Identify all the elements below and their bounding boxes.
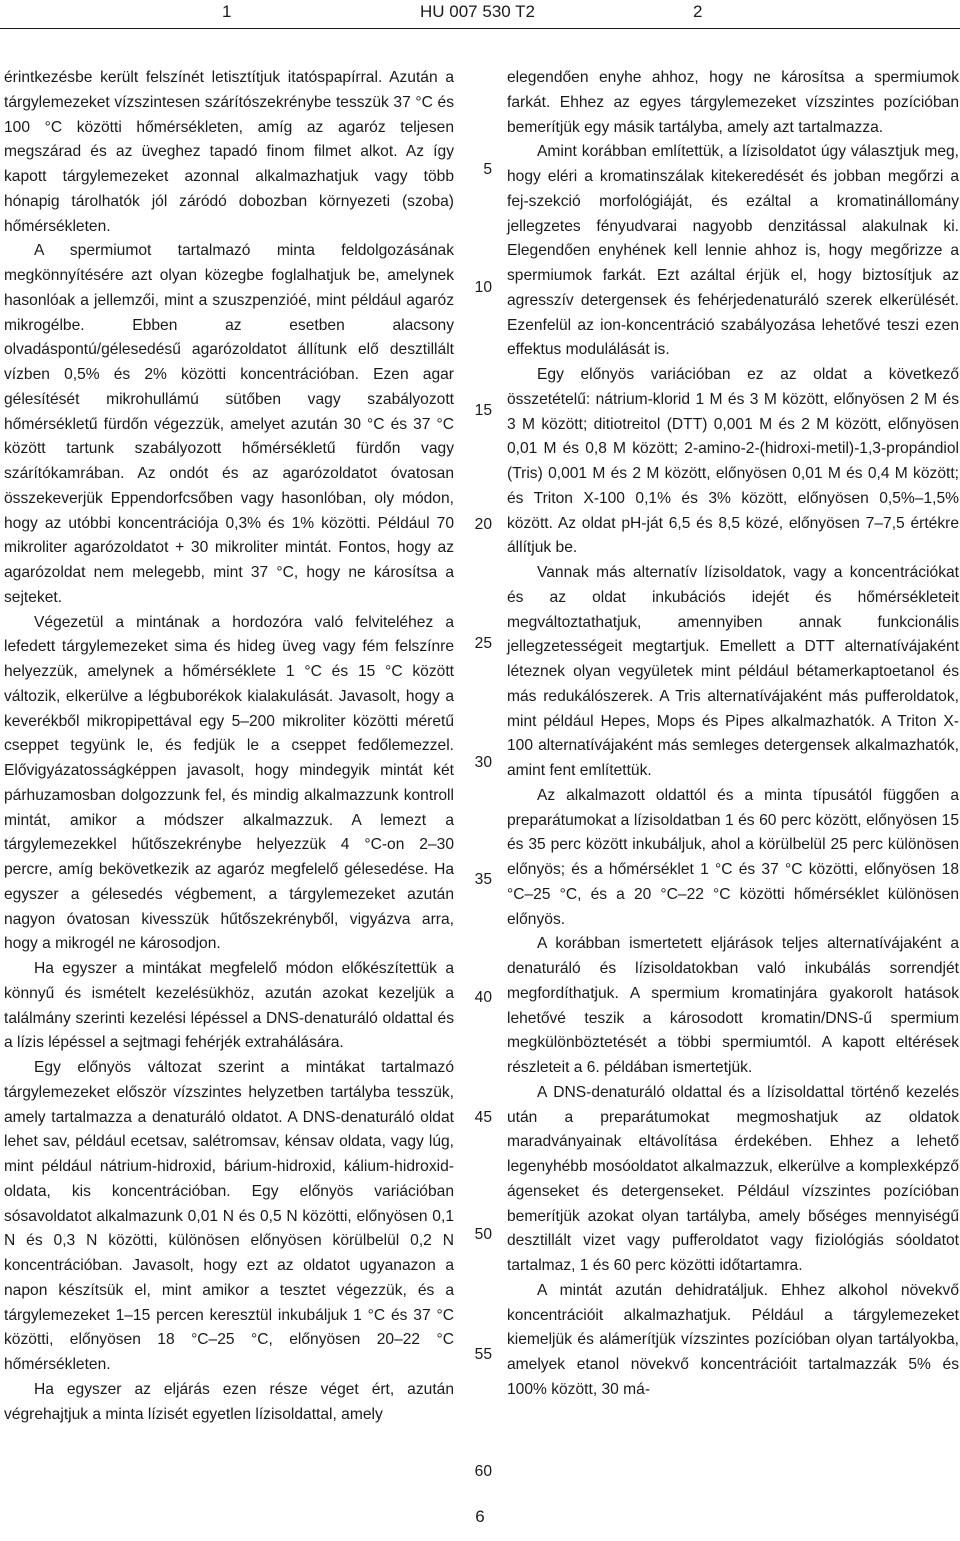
paragraph: Végezetül a mintának a hordozóra való felviteléhez a lefedett tárgylemezeket sima és hideg üveg vagy fém felszínre helyezzük, amelynek a hőmérséklete 1 °C és 15 °C között változik, elkerülve a légbuborékok kialakulását. Javasolt, hogy a keverékből mikropipettával egy 5–200 mikroliter közötti méretű cseppet tegyünk le, és fedjük le a cseppet fedőlemezzel. Elővigyázatosságképpen javasolt, hogy mindegyik mintát két párhuzamosban dolgozzunk fel, és mindig alkalmazzunk kontroll mintát, amikor a módszer alkalmazzuk. A lemezt a tárgylemezekkel hűtőszekrénybe helyezzük 4 °C-on 2–30 percre, amíg bekövetkezik az agaróz megfelelő gélesedése. Ha egyszer a gélesedés végbement, a tárgylemezeket azután nagyon óvatosan kivesszük hűtőszekrényből, vigyázva arra, hogy a mikrogél ne károsodjon.: [4, 613, 454, 953]
paragraph: Egy előnyös variációban ez az oldat a következő összetételű: nátrium-klorid 1 M és 3 M között, előnyösen 2 M és 3 M között; ditiotreitol (DTT) 0,001 M és 2 M között, előnyösen 0,01 M és 0,8 M között; 2-amino-2-(hidroxi-metil)-1,3-propándiol (Tris) 0,001 M és 2 M között, előnyösen 0,01 M és 0,4 M között; és Triton X-100 0,1% és 3% között, előnyösen 0,5%–1,5% között. Az oldat pH-ját 6,5 és 8,5 közé, előnyösen 7–7,5 értékre állítjuk be.: [507, 366, 959, 557]
paragraph: Ha egyszer a mintákat megfelelő módon előkészítettük a könnyű és ismételt kezelésükhöz, azután azokat kezeljük a találmány szerinti kezelési lépéssel a DNS-denaturáló oldattal és a lízis lépéssel a sejtmagi fehérjék extrahálására.: [4, 960, 454, 1052]
left-column: [4, 66, 454, 1427]
line-number: 40: [474, 989, 492, 1006]
paragraph: A DNS-denaturáló oldattal és a lízisoldattal történő kezelés után a preparátumokat megmoshatjuk az oldatok maradványainak eltávolítása érdekében. Ehhez a lehető legenyhébb mosóoldatot alkalmazzuk, elkerülve a komplexképző ágenseket és detergenseket. Például vízszintes pozícióban bemerítjük azokat olyan tartályba, amely bőséges mennyiségű desztillált vizet vagy pufferoldatot vagy fiziológiás sóoldatot tartalmaz, 1 és 60 perc közötti időtartamra.: [507, 1083, 959, 1274]
paragraph: Az alkalmazott oldattól és a minta típusától függően a preparátumokat a lízisoldatban 1 és 60 perc között, előnyösen 15 és 35 perc között inkubáljuk, ahol a körülbelül 25 perc különösen előnyös; és a hőmérséklet 1 °C és 37 °C közötti, előnyösen 18 °C–25 °C, és a 20 °C–22 °C közötti hőmérséklet különösen előnyös.: [507, 786, 959, 928]
paragraph: Ha egyszer az eljárás ezen része véget ért, azután végrehajtjuk a minta lízisét egyetlen lízisoldattal, amely: [4, 1380, 454, 1423]
page-number-left: 1: [222, 2, 232, 21]
line-number: 45: [474, 1109, 492, 1126]
line-number: 50: [474, 1226, 492, 1243]
line-number: 60: [474, 1463, 492, 1480]
line-number: 10: [474, 279, 492, 296]
line-number: 15: [474, 402, 492, 419]
patent-number: HU 007 530 T2: [420, 2, 535, 21]
paragraph: A mintát azután dehidratáljuk. Ehhez alkohol növekvő koncentrációit alkalmazhatjuk. Például a tárgylemezeket kiemeljük és alámerítjük vízszintes pozícióban olyan tartályokba, amelyek etanol növekvő koncentrációit tartalmazzák 5% és 100% között, 30 má-: [507, 1281, 959, 1398]
line-number: 25: [474, 635, 492, 652]
paragraph: A korábban ismertetett eljárások teljes alternatívájaként a denaturáló és lízisoldatokban való inkubálás sorrendjét megfordíthatjuk. A spermium kromatinjára gyakorolt hatások lehetővé teszik a károsodott kromatin/DNS-ű spermium megkülönböztetését a többi spermiumtól. A kapott eltérések részleteit a 6. példában ismertetjük.: [507, 935, 959, 1076]
header-rule: [0, 28, 960, 29]
line-number: 55: [474, 1346, 492, 1363]
line-number: 30: [474, 754, 492, 771]
page-number-right: 2: [693, 2, 703, 21]
paragraph: Egy előnyös változat szerint a mintákat tartalmazó tárgylemezeket először vízszintes helyzetben tartályba tesszük, amely tartalmazza a denaturáló oldatot. A DNS-denaturáló oldat lehet sav, például ecetsav, salétromsav, kénsav oldata, vagy lúg, mint például nátrium-hidroxid, bárium-hidroxid, kálium-hidroxid-oldata, kis koncentrációban. Egy előnyös variációban sósavoldatot alkalmazunk 0,01 N és 0,5 N közötti, előnyösen 0,1 N és 0,3 N közötti, különösen előnyösen körülbelül 0,2 N koncentrációban. Javasolt, hogy ezt az oldatot ugyanazon a napon készítsük el, mint amikor a tesztet végezzük, és a tárgylemezeket 1–15 percen keresztül inkubáljuk 1 °C és 37 °C közötti, előnyösen 18 °C–25 °C, előnyösen 20–22 °C hőmérsékleten.: [4, 1059, 454, 1373]
paragraph: A spermiumot tartalmazó minta feldolgozásának megkönnyítésére azt olyan közegbe foglalhatjuk be, amelynek hasonlóak a jellemzői, mint a szuszpenzióé, mint például agaróz mikrogélbe. Ebben az esetben alacsony olvadáspontú/gélesedésű agarózoldatot állítunk elő desztillált vízben 0,5% és 2% közötti koncentrációban. Ezen agar gélesítését mikrohullámú sütőben vagy szabályozott hőmérsékletű fürdőn végezzük, amelyet azután 30 °C és 37 °C között tartunk szabályozott hőmérsékletű fürdőn vagy szárítókamrában. Az ondót és az agarózoldatot óvatosan összekeverjük Eppendorfcsőben vagy hasonlóban, oly módon, hogy az utóbbi koncentrációja 0,3% és 1% közötti. Például 70 mikroliter agarózoldatot + 30 mikroliter mintát. Fontos, hogy az agarózoldat nem melegebb, mint 37 °C, hogy ne károsítsa a sejteket.: [4, 242, 454, 606]
paragraph: érintkezésbe került felszínét letisztítjuk itatóspapírral. Azután a tárgylemezeket vízszintesen szárítószekrénybe tesszük 37 °C és 100 °C közötti hőmérsékleten, amíg az agaróz teljesen megszárad és az üveghez tapadó finom filmet alkot. Az így kapott tárgylemezeket azonnal alkalmazhatjuk vagy több hónapig tárolhatók jól záródó dobozban környezeti (szoba) hőmérsékleten.: [4, 69, 454, 235]
line-number: 35: [474, 871, 492, 888]
line-number: 20: [474, 516, 492, 533]
right-column: [507, 66, 959, 1403]
paragraph: elegendően enyhe ahhoz, hogy ne károsítsa a spermiumok farkát. Ehhez az egyes tárgylemezeket vízszintes pozícióban bemerítjük egy másik tartályba, amely azt tartalmazza.: [507, 69, 959, 136]
line-number: 5: [483, 161, 492, 178]
paragraph: Vannak más alternatív lízisoldatok, vagy a koncentrációkat és az oldat inkubációs idejét és hőmérsékleteit megváltoztathatjuk, amennyiben annak funkcionális jellegzetességeit megtartjuk. Emellett a DTT alternatívájaként léteznek olyan vegyületek mint például bétamerkaptoetanol és más redukálószerek. A Tris alternatívájaként más pufferoldatok, mint például Hepes, Mops és Pipes alkalmazhatók. A Triton X-100 alternatívájaként más semleges detergensek alkalmazhatók, amint fent említettük.: [507, 564, 959, 779]
footer-page-number: 6: [475, 1507, 485, 1526]
paragraph: Amint korábban említettük, a lízisoldatot úgy választjuk meg, hogy eléri a kromatinszálak kitekeredését és jobban megőrzi a fej-szekció morfológiáját, és ezáltal a kromatinállomány jellegzetes fényudvarai nagyobb denzitással alakulnak ki. Elegendően enyhének kell lennie ahhoz is, hogy megőrizze a spermiumok farkát. Ezt azáltal érjük el, hogy biztosítjuk az agresszív detergensek és fehérjedenaturáló szerek elkerülését. Ezenfelül az ion-koncentráció szabályozása lehetővé teszi ezen effektus modulálását is.: [507, 143, 959, 359]
